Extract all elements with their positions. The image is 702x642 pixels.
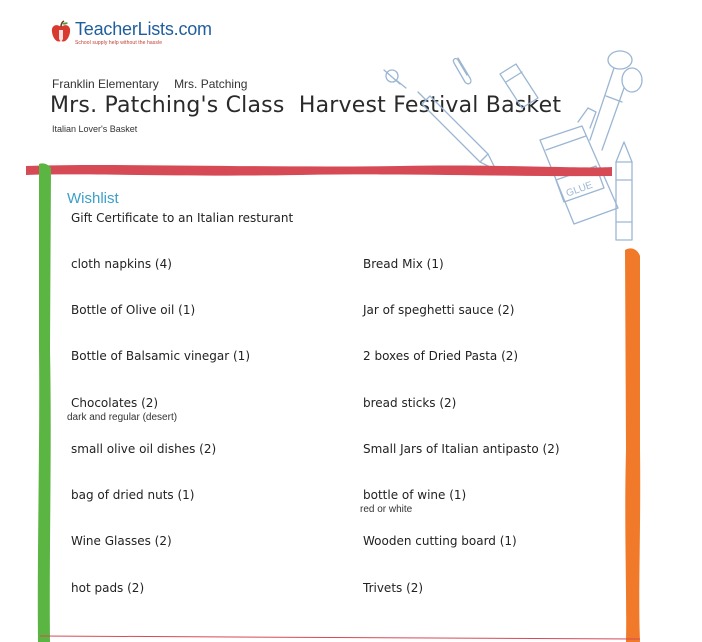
orange-crayon-stripe: [625, 248, 640, 642]
green-crayon-stripe: [38, 163, 51, 642]
list-item-note: red or white: [360, 504, 413, 515]
list-item: Small Jars of Italian antipasto (2): [363, 442, 560, 456]
teacherlists-logo[interactable]: [50, 19, 212, 46]
list-item: Wine Glasses (2): [71, 534, 172, 548]
school-name: Franklin Elementary: [52, 77, 159, 91]
paper-clip-icon: [453, 58, 470, 84]
list-item: 2 boxes of Dried Pasta (2): [363, 349, 519, 363]
list-item: Trivets (2): [363, 581, 424, 595]
list-item: Chocolates (2): [71, 396, 159, 410]
bottom-edge-line: [40, 636, 640, 639]
list-item: Bottle of Olive oil (1): [71, 303, 196, 317]
list-item: cloth napkins (4): [71, 257, 172, 271]
list-item-note: dark and regular (desert): [67, 412, 178, 423]
wishlist-heading: Wishlist: [67, 190, 119, 207]
list-item: hot pads (2): [71, 581, 145, 595]
eraser-icon: [500, 64, 538, 108]
page-title: Mrs. Patching's Class Harvest Festival Basket: [50, 93, 562, 118]
logo-tagline: School supply help without the hassle: [75, 40, 163, 46]
teacher-name: Mrs. Patching: [174, 77, 248, 91]
list-item: bottle of wine (1): [363, 488, 467, 502]
list-item: Bottle of Balsamic vinegar (1): [71, 349, 250, 363]
page-subtitle: Italian Lover's Basket: [52, 124, 138, 134]
list-item: Wooden cutting board (1): [363, 534, 517, 548]
apple-pencil-logo-icon: [50, 19, 72, 45]
scissors-icon: [590, 51, 642, 150]
list-item: Jar of speghetti sauce (2): [363, 303, 515, 317]
list-item: bread sticks (2): [363, 396, 457, 410]
list-item: Bread Mix (1): [363, 257, 444, 271]
red-crayon-stripe: [26, 165, 612, 176]
logo-name: TeacherLists.com: [75, 19, 212, 39]
list-item: small olive oil dishes (2): [71, 442, 217, 456]
school-line: [52, 77, 259, 91]
push-pin-icon: [384, 70, 406, 88]
gift-certificate-item: Gift Certificate to an Italian resturant: [71, 211, 294, 225]
glue-label: GLUE: [564, 179, 595, 200]
list-item: bag of dried nuts (1): [71, 488, 195, 502]
